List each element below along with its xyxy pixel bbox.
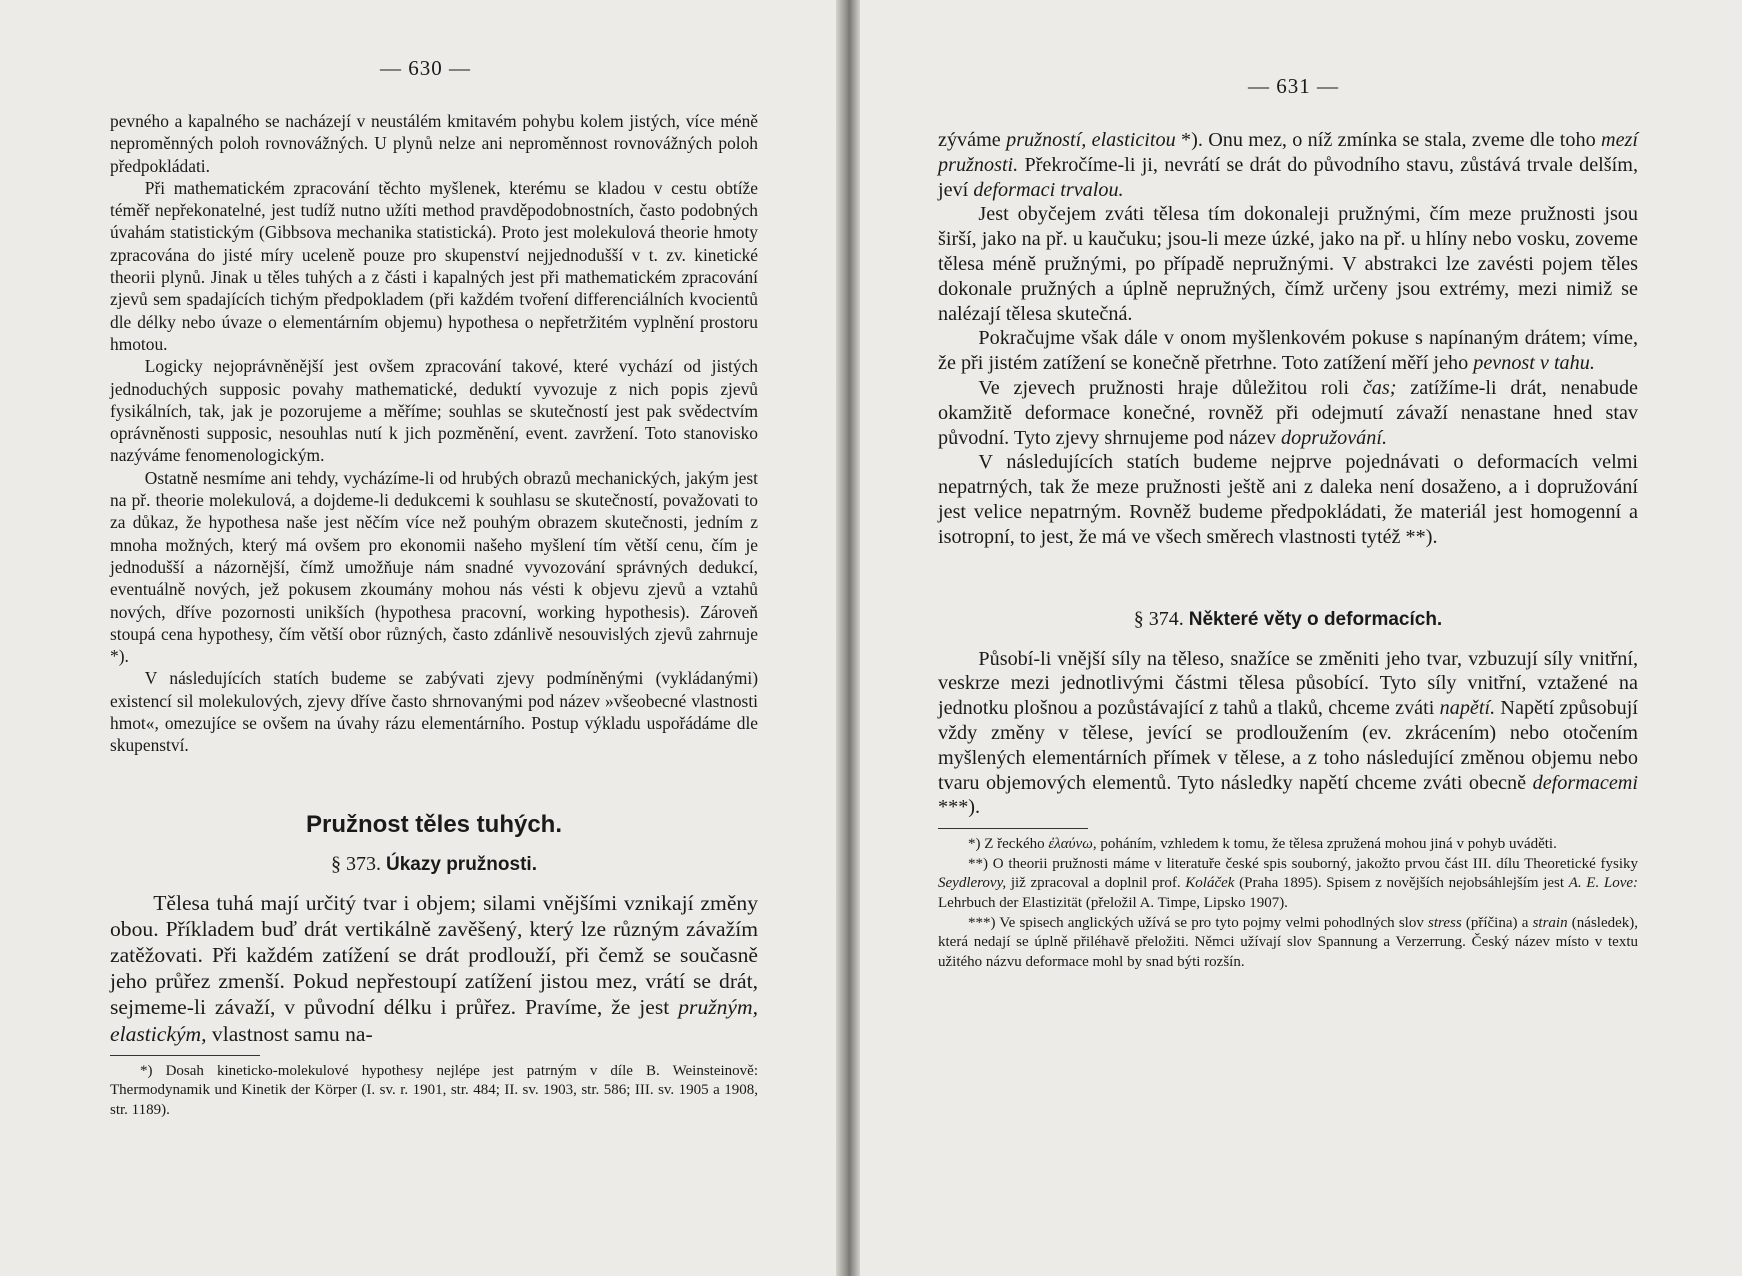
footnote [938,835,1638,855]
paragraph: Logicky nejoprávněnější jest ovšem zpracování takové, které vychází od jistých jednoduchých supposic povahy mathematické, deduktí vyvozuje z nich popis zjevů fysikálních, tak, jak je pozorujeme a měříme; souhlas se skutečností jest pak svědectvím oprávněnosti supposic, nesouhlas nutí k jich pozměnění, event. zavržení. Toto stanovisko nazýváme fenomenologickým. [110,356,758,466]
paragraph [938,647,1638,821]
text-run: vlastnost samu na- [206,1021,373,1046]
footnote [938,855,1638,914]
section-heading [938,608,1638,631]
text-run: Napětí způsobují vždy změny v tělese, jevící se prodloužením (ev. zkrácením) nebo otočením myšlených elementárních přímek v tělese, a z toho následující změnou objemu nebo tvaru objemových elementů. Tyto následky napětí chceme zváti obecně [938,697,1638,794]
chapter-heading: Pružnost těles tuhých. [305,810,563,838]
text-run: (příčina) a [1461,914,1533,931]
section-title: Úkazy pružnosti. [386,853,537,875]
text-run: Působí-li vnější síly na těleso, snažíce se změniti jeho tvar, vzbuzují síly vnitřní, veskrze mezi jednotlivými částmi tělesa působící. Tyto síly vnitřní, vztažené na jednotku plošnou a pozůstávající z tahů a tlaků, chceme zváti [938,647,1638,720]
paragraph [938,376,1638,450]
right-page [848,0,1742,1276]
emphasis: napětí. [1439,697,1496,720]
text-run: , poháním, vzhledem k tomu, že tělesa zpružená mohou jiná v pohyb uváděti. [1092,836,1557,853]
section-title: Některé věty o deformacích. [1188,608,1443,630]
section-number: § 373. [331,852,381,875]
emphasis: pevnost v tahu. [1473,352,1595,375]
emphasis: deformacemi [1532,771,1638,794]
footnote: *) Dosah kineticko-molekulové hypothesy nejlépe jest patrným v díle B. Weinsteinově: Thermodynamik und Kinetik der Körper (I. sv. r. 1901, str. 484; II. sv. 1903, str. 586; III. sv. 1905 a 1908, str. 1189). [110,1062,758,1119]
text-run: Překročíme-li ji, nevrátí se drát do původního stavu, zůstává trvale delším, jeví [938,153,1638,201]
paragraph [110,890,758,1047]
left-page [0,0,848,1276]
text-run: zatížíme-li drát, nenabude okamžitě deformace konečné, rovněž při odejmutí závaží nenastane hned stav původní. Tyto zjevy shrnujeme pod název [938,376,1638,449]
right-text-column [938,128,1638,972]
emphasis: dopružování. [1281,426,1387,449]
emphasis: mezí pružnosti. [938,129,1639,176]
footnote-rule [110,1055,260,1056]
greek-word: ἐλαύνω [1048,836,1093,853]
emphasis: pružností, elasticitou [1006,129,1176,151]
emphasis: deformaci trvalou. [973,178,1124,201]
text-run: Pokračujme však dále v onom myšlenkovém pokuse s napínaným drátem; víme, že při jistém zatížení se konečně přetrhne. Toto zatížení měří jeho [938,327,1638,375]
left-text-column [110,110,758,1121]
text-run: Tělesa tuhá mají určitý tvar i objem; silami vnějšími vznikají změny obou. Příkladem buď drát vertikálně zavěšený, který lze různým závažím zatěžovati. Při každém zatížení se drát prodlouží, při čemž se současně jeho průřez zmenší. Pokud nepřestoupí zatížení jistou mez, vrátí se drát, sejmeme-li závaží, v původní délku i průřez. Pravíme, že jest [110,890,758,1020]
paragraph: V následujících statích budeme nejprve pojednávati o deformacích velmi nepatrných, tak že meze pružnosti ještě ani z daleka není dosaženo, a i dopružování jest velice nepatrným. Rovněž budeme předpokládati, že materiál jest homogenní a isotropní, to jest, že má ve všech směrech vlastnosti tytéž **). [938,451,1638,548]
paragraph [938,128,1638,202]
text-run: ***). [938,796,981,819]
text-run: zýváme [938,129,1007,151]
section-number: § 374. [1133,607,1184,630]
book-gutter [836,0,860,1276]
paragraph: Ostatně nesmíme ani tehdy, vycházíme-li od hrubých obrazů mechanických, jakým jest na př. theorie molekulová, a dojdeme-li dedukcemi k souhlasu se skutečností, považovati to za důkaz, že hypothesa naše jest něčím více než pouhým obrazem skutečnosti, jedním z mnoha možných, který má ovšem pro ekonomii našeho myšlení tím větší cenu, čím je jednodušší a názornější, čímž umožňuje nám snadné vyvozování správných dedukcí, eventuálně nových, jež pokusem zkoumány mohou nás vésti k objevu zjevů a vztahů nových, dříve pozornosti unikších (hypothesa pracovní, working hypothesis). Zároveň stoupá cena hypothesy, čím větší obor různých, často zdánlivě nesouvislých zjevů zahrnuje *). [110,467,758,667]
text-run: *). Onu mez, o níž zmínka se stala, zveme dle toho [1175,129,1601,151]
page-number: — 631 — [1248,74,1339,98]
emphasis: Seydlerovy, [938,875,1007,892]
text-run: (Praha 1895). Spisem z novějších nejobsáhlejším jest [1234,875,1569,892]
page-number: — 630 — [380,56,471,80]
footnote-rule [938,828,1088,829]
paragraph: Jest obyčejem zváti tělesa tím dokonaleji pružnými, čím meze pružnosti jsou širší, jako na př. u kaučuku; jsou-li meze úzké, jako na př. u hlíny nebo vosku, zoveme tělesa méně pružnými, po případě nepružnými. V abstrakci lze zavésti pojem těles dokonale pružných a úplně nepružných, čímž určeny jsou extrémy, mezi nimiž se nalézají tělesa skutečná. [938,203,1638,325]
paragraph: pevného a kapalného se nacházejí v neustálém kmitavém pohybu kolem jistých, více méně neproměnných poloh rovnovážných. U plynů nelze ani neproměnnost rovnovážných poloh předpokládati. [110,111,758,176]
section-heading [110,853,758,876]
paragraph: Při mathematickém zpracování těchto myšlenek, kterému se kladou v cestu obtíže téměř nepřekonatelné, jest tudíž nutno užíti method pravděpodobnostních, často podobných úvahám statistickým (Gibbsova mechanika statistická). Proto jest molekulová theorie hmoty zpracována do jisté míry uceleně pouze pro skupenství nejjednodušší v t. zv. kinetické theorii plynů. Jinak u těles tuhých a z části i kapalných jest při mathematickém zpracování zjevů sem spadajících tichým předpokladem (při každém tvoření differenciálních kvocientů dle délky nebo úvaze o elementárním objemu) hypothesa o nepřetržitém vyplnění prostoru hmotou. [110,177,758,354]
footnote [938,914,1638,973]
text-run: (následek), která nedají se úplně přiléhavě přeložiti. Němci užívají slov Spannung a Verzerrung. Český název místo v textu užitého názvu deformace mohl by snad býti rozšín. [938,914,1639,970]
emphasis: Koláček [1185,875,1235,892]
emphasis: strain [1532,914,1568,931]
emphasis: A. E. Love: [1568,875,1639,892]
text-run: Ve zjevech pružnosti hraje důležitou roli [978,376,1363,399]
text-run: již zpracoval a doplnil prof. [1006,875,1186,892]
emphasis: pružným, elastickým, [110,995,758,1046]
text-run: ***) Ve spisech anglických užívá se pro tyto pojmy velmi pohodlných slov [968,914,1429,931]
paragraph: V následujících statích budeme se zabývati zjevy podmíněnými (vykládanými) existencí sil molekulových, zjevy dříve často shrnovanými pod název »všeobecné vlastnosti hmot«, omezujíce se ovšem na úvahy rázu elementárního. Postup výkladu uspořádáme dle skupenství. [110,668,758,756]
emphasis: stress [1428,914,1462,931]
text-run: **) O theorii pružnosti máme v literatuře české spis souborný, jakožto prvou část III. dílu Theoretické fysiky [968,855,1638,872]
text-run: *) Z řeckého [968,836,1049,853]
emphasis: čas; [1362,376,1397,399]
paragraph [938,326,1638,376]
text-run: Lehrbuch der Elastizität (přeložil A. Timpe, Lipsko 1907). [938,894,1288,911]
